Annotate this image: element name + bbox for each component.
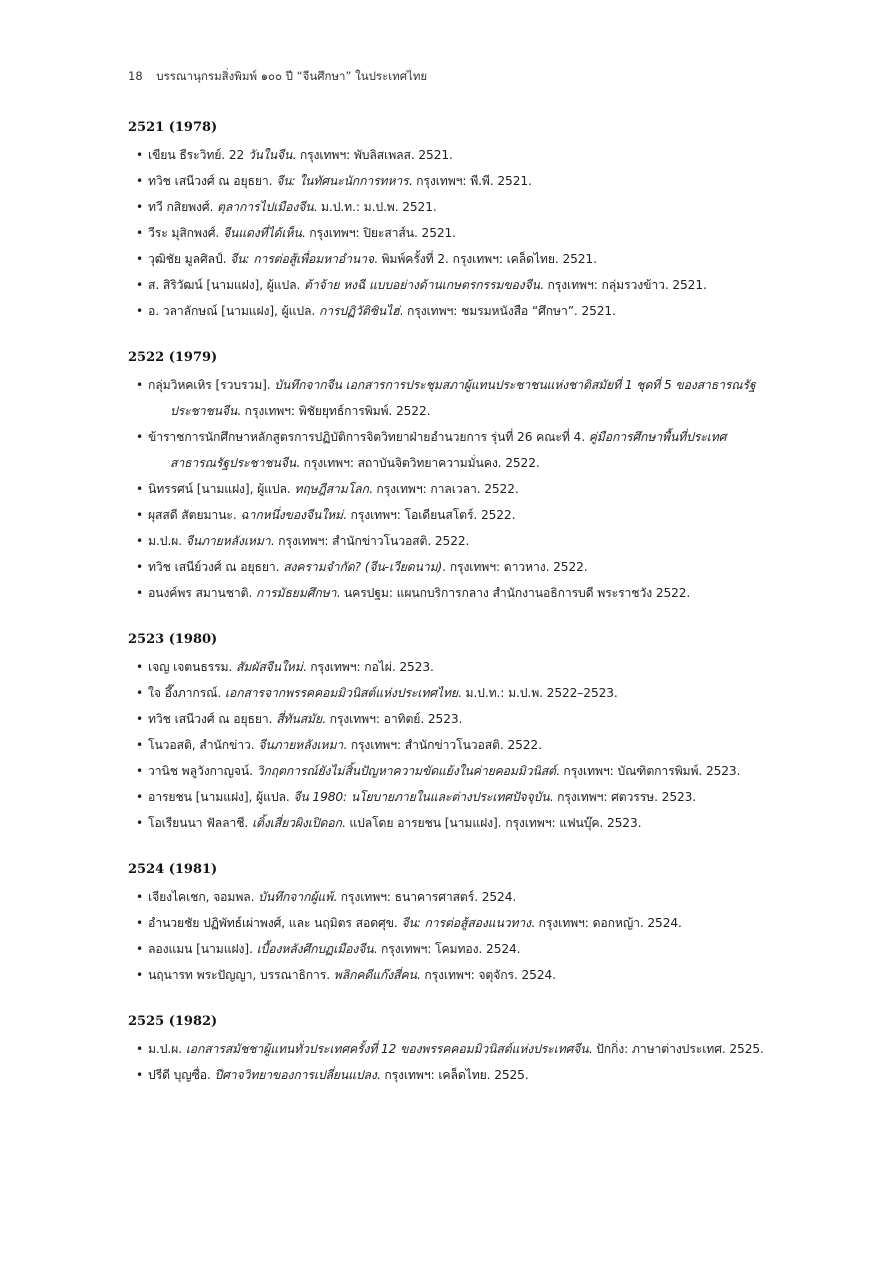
entry-text: . กรุงเทพฯ: ปิยะสาส์น. 2521. [301, 226, 456, 240]
entry-list [128, 372, 768, 606]
entry-text: อารยชน [นามแฝง], ผู้แปล. [148, 790, 294, 804]
bibliography-entry [128, 424, 768, 476]
year-heading: 2523 (1980) [128, 632, 218, 647]
bibliography-entry [128, 884, 768, 910]
year-heading: 2525 (1982) [128, 1014, 218, 1029]
entry-title: ปีศาจวิทยาของการเปลี่ยนแปลง [214, 1068, 377, 1082]
entry-text: . กรุงเทพฯ: จตุจักร. 2524. [416, 968, 556, 982]
entry-list [128, 884, 768, 988]
entry-text: ข้าราชการนักศึกษาหลักสูตรการปฏิบัติการจิตวิทยาฝ่ายอำนวยการ รุ่นที่ 26 คณะที่ 4. [148, 430, 589, 444]
entry-text: กลุ่มวิหคเหิร [รวบรวม]. [148, 378, 275, 392]
entry-title: เบื้องหลังศึกบฏเมืองจีน [256, 942, 374, 956]
entry-title: จีนแดงที่ได้เห็น [222, 226, 302, 240]
entry-title: สัมผัสจีนใหม่ [236, 660, 303, 674]
entry-text: . กรุงเทพฯ: บัณฑิตการพิมพ์. 2523. [555, 764, 741, 778]
entry-text: ทวิช เสนีวงศ์ ณ อยุธยา. [148, 712, 277, 726]
entry-text: ผุสสดี สัตยมานะ. [148, 508, 241, 522]
entry-text: เจญ เจตนธรรม. [148, 660, 237, 674]
bibliography-entry [128, 168, 768, 194]
entry-text: โอเรียนนา ฟัลลาชี. [148, 816, 252, 830]
entry-title: พลิกคดีแก๊งสี่คน [333, 968, 417, 982]
entry-text: . แปลโดย อารยชน [นามแฝง]. กรุงเทพฯ: แฟนบุ๊ค. 2523. [341, 816, 642, 830]
year-section [128, 630, 768, 836]
bibliography-entry [128, 962, 768, 988]
bibliography-entry [128, 220, 768, 246]
entry-title: คู่มือการศึกษาพื้นที่ประเทศสาธารณรัฐประชาชนจีน [170, 430, 727, 470]
entry-title: สี่ทันสมัย [276, 712, 323, 726]
running-header [128, 68, 427, 86]
entry-text: โนวอสติ, สำนักข่าว. [148, 738, 259, 752]
entry-text: . กรุงเทพฯ: ชมรมหนังสือ “ศึกษา”. 2521. [399, 304, 616, 318]
entry-title: ทฤษฎีสามโลก [294, 482, 369, 496]
entry-text: . กรุงเทพฯ: เคล็ดไทย. 2525. [376, 1068, 529, 1082]
year-section [128, 348, 768, 606]
bibliography-entry [128, 1062, 768, 1088]
entry-text: . กรุงเทพฯ: สถาบันจิตวิทยาความมั่นคง. 2522. [296, 456, 540, 470]
running-title: บรรณานุกรมสิ่งพิมพ์ ๑๐๐ ปี “จีนศึกษา” ในประเทศไทย [156, 69, 428, 83]
entry-text: . กรุงเทพฯ: สำนักข่าวโนวอสติ. 2522. [270, 534, 470, 548]
year-heading: 2522 (1979) [128, 350, 218, 365]
entry-text: เจียงไคเชก, จอมพล. [148, 890, 259, 904]
entry-text: . ม.ป.ท.: ม.ป.พ. 2522–2523. [457, 686, 618, 700]
entry-title: การมัธยมศึกษา [256, 586, 337, 600]
entry-text: วุฒิชัย มูลศิลป์. [148, 252, 231, 266]
bibliography-entry [128, 372, 768, 424]
entry-text: นฤนารท พระปัญญา, บรรณาธิการ. [148, 968, 334, 982]
bibliography-entry [128, 502, 768, 528]
entry-text: . กรุงเทพฯ: ดอกหญ้า. 2524. [531, 916, 682, 930]
entry-title: เอกสารสมัชชาผู้แทนทั่วประเทศครั้งที่ 12 ของพรรคคอมมิวนิสต์แห่งประเทศจีน [185, 1042, 589, 1056]
entry-text: อนงค์พร สมานชาติ. [148, 586, 257, 600]
bibliography-entry [128, 910, 768, 936]
bibliography-entry [128, 298, 768, 324]
entry-text: . กรุงเทพฯ: โอเดียนสโตร์. 2522. [342, 508, 516, 522]
entry-text: . กรุงเทพฯ: พับลิสเพลส. 2521. [292, 148, 453, 162]
entry-text: . กรุงเทพฯ: สำนักข่าวโนวอสติ. 2522. [343, 738, 542, 752]
year-heading: 2521 (1978) [128, 120, 218, 135]
entry-text: . กรุงเทพฯ: ศตวรรษ. 2523. [549, 790, 697, 804]
bibliography-entry [128, 654, 768, 680]
bibliography-entry [128, 194, 768, 220]
bibliography-entry [128, 732, 768, 758]
entry-text: ม.ป.ผ. [148, 534, 186, 548]
entry-text: . กรุงเทพฯ: กอไผ่. 2523. [302, 660, 434, 674]
entry-title: เอกสารจากพรรคคอมมิวนิสต์แห่งประเทศไทย [224, 686, 458, 700]
entry-title: จีน 1980: นโยบายภายในและต่างประเทศปัจจุบัน [293, 790, 550, 804]
year-section [128, 118, 768, 324]
entry-text: ทวิช เสนีย์วงศ์ ณ อยุธยา. [148, 560, 284, 574]
entry-text: เขียน ธีระวิทย์. 22 [148, 148, 248, 162]
entry-text: . กรุงเทพฯ: ดาวหาง. 2522. [442, 560, 588, 574]
entry-title: การปฏิวัติซินไฮ่ [318, 304, 400, 318]
entry-title: บันทึกจากผู้แพ้ [258, 890, 334, 904]
entry-text: วานิช พลูวังกาญจน์. [148, 764, 257, 778]
entry-title: จีนภายหลังเหมา [258, 738, 344, 752]
bibliography-entry [128, 936, 768, 962]
entry-title: ต้าจ้าย หงฉี แบบอย่างด้านเกษตรกรรมของจีน [304, 278, 540, 292]
entry-text: ม.ป.ผ. [148, 1042, 186, 1056]
entry-text: ส. สิริวัฒน์ [นามแฝง], ผู้แปล. [148, 278, 305, 292]
entry-list [128, 142, 768, 324]
entry-text: . กรุงเทพฯ: พี.พี. 2521. [408, 174, 532, 188]
year-heading: 2524 (1981) [128, 862, 218, 877]
entry-title: จีนภายหลังเหมา [185, 534, 271, 548]
entry-text: ทวี กสิยพงศ์. [148, 200, 218, 214]
entry-title: ตุลาการไปเมืองจีน [217, 200, 314, 214]
entry-text: . นครปฐม: แผนกบริการกลาง สำนักงานอธิการบดี พระราชวัง 2522. [336, 586, 691, 600]
entry-text: . ม.ป.ท.: ม.ป.พ. 2521. [313, 200, 437, 214]
entry-text: ใจ อึ๊งภากรณ์. [148, 686, 225, 700]
entry-title: ฉากหนึ่งของจีนใหม่ [240, 508, 343, 522]
entry-text: . กรุงเทพฯ: โคมทอง. 2524. [373, 942, 521, 956]
bibliography-entry [128, 272, 768, 298]
year-section [128, 860, 768, 988]
entry-text: อ. วลาลักษณ์ [นามแฝง], ผู้แปล. [148, 304, 319, 318]
entry-text: ลองแมน [นามแฝง]. [148, 942, 257, 956]
entry-text: . กรุงเทพฯ: ธนาคารศาสตร์. 2524. [333, 890, 517, 904]
bibliography-entry [128, 476, 768, 502]
entry-title: บันทึกจากจีน เอกสารการประชุมสภาผู้แทนประชาชนแห่งชาติสมัยที่ 1 ชุดที่ 5 ของสาธารณรัฐประชาชนจีน [170, 378, 756, 418]
bibliography-entry [128, 680, 768, 706]
bibliography-entry [128, 784, 768, 810]
entry-text: วีระ มุสิกพงศ์. [148, 226, 223, 240]
entry-text: ปรีดี บุญซื่อ. [148, 1068, 215, 1082]
bibliography-content [128, 118, 768, 1112]
entry-text: . กรุงเทพฯ: อาทิตย์. 2523. [322, 712, 463, 726]
bibliography-entry [128, 554, 768, 580]
entry-title: จีน: การต่อสู้เพื่อมหาอำนาจ [230, 252, 374, 266]
entry-title: วิกฤตการณ์ยังไม่สิ้นปัญหาความขัดแย้งในค่ายคอมมิวนิสต์ [256, 764, 556, 778]
bibliography-entry [128, 580, 768, 606]
year-section [128, 1012, 768, 1088]
entry-text: . กรุงเทพฯ: กลุ่มรวงข้าว. 2521. [539, 278, 707, 292]
bibliography-entry [128, 142, 768, 168]
entry-list [128, 654, 768, 836]
bibliography-entry [128, 810, 768, 836]
entry-text: . กรุงเทพฯ: กาลเวลา. 2522. [368, 482, 519, 496]
entry-title: วันในจีน [247, 148, 293, 162]
bibliography-entry [128, 528, 768, 554]
bibliography-entry [128, 758, 768, 784]
entry-title: เติ้งเสี่ยวผิงเปิดอก [251, 816, 342, 830]
entry-text: . กรุงเทพฯ: พิชัยยุทธ์การพิมพ์. 2522. [237, 404, 431, 418]
bibliography-entry [128, 706, 768, 732]
entry-text: ทวิช เสนีวงศ์ ณ อยุธยา. [148, 174, 277, 188]
bibliography-entry [128, 1036, 768, 1062]
entry-text: . ปักกิ่ง: ภาษาต่างประเทศ. 2525. [588, 1042, 764, 1056]
entry-title: สงครามจำกัด? (จีน-เวียดนาม) [283, 560, 443, 574]
entry-text: นิทรรศน์ [นามแฝง], ผู้แปล. [148, 482, 295, 496]
entry-text: อำนวยชัย ปฏิพัทธ์เผ่าพงศ์, และ นฤมิตร สอดศุข. [148, 916, 402, 930]
entry-text: . พิมพ์ครั้งที่ 2. กรุงเทพฯ: เคล็ดไทย. 2521. [373, 252, 597, 266]
bibliography-entry [128, 246, 768, 272]
entry-list [128, 1036, 768, 1088]
entry-title: จีน: ในทัศนะนักการทหาร [276, 174, 409, 188]
entry-title: จีน: การต่อสู้สองแนวทาง [401, 916, 531, 930]
page-number: 18 [128, 69, 143, 83]
